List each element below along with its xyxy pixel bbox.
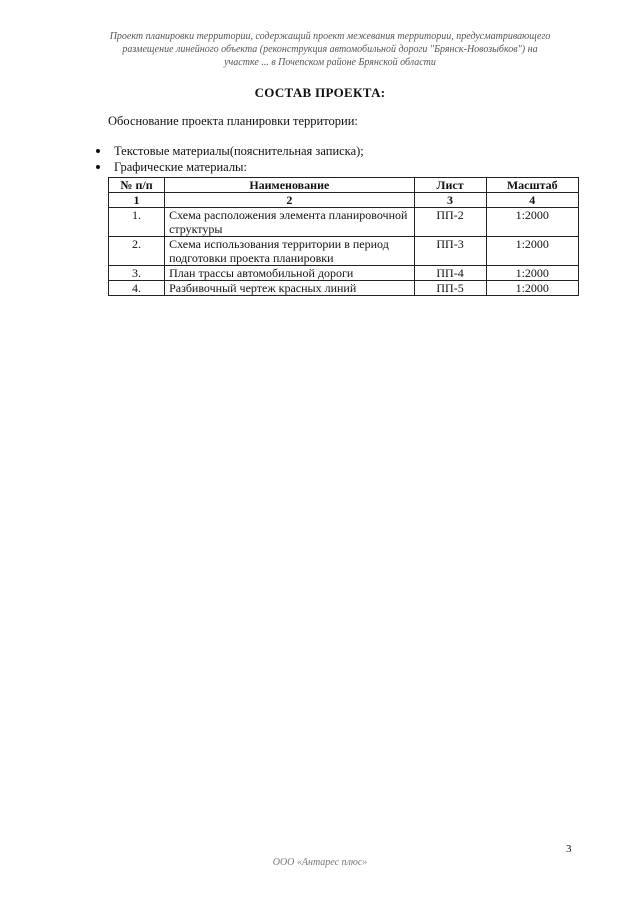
row-name: Схема расположения элемента планировочной структуры — [165, 208, 414, 237]
row-name: План трассы автомобильной дороги — [165, 266, 414, 281]
row-number: 2. — [109, 237, 165, 266]
list-item-text: Графические материалы: — [114, 160, 247, 174]
table-row — [109, 281, 579, 296]
page-title: СОСТАВ ПРОЕКТА: — [254, 85, 386, 100]
row-name: Схема использования территории в период подготовки проекта планировки — [165, 237, 414, 266]
table-row — [109, 208, 579, 237]
column-number: 2 — [165, 193, 414, 208]
list-item — [96, 159, 364, 175]
document-footer: ООО «Антарес плюс» — [272, 857, 368, 868]
row-scale: 1:2000 — [486, 266, 578, 281]
list-item-text: Текстовые материалы(пояснительная записка); — [114, 144, 364, 158]
page-number: 3 — [566, 843, 572, 855]
row-scale: 1:2000 — [486, 208, 578, 237]
list-item — [96, 143, 364, 159]
table-row — [109, 237, 579, 266]
row-sheet: ПП-5 — [414, 281, 486, 296]
table-row — [109, 266, 579, 281]
column-header-name: Наименование — [165, 178, 414, 193]
row-sheet: ПП-3 — [414, 237, 486, 266]
row-name: Разбивочный чертеж красных линий — [165, 281, 414, 296]
row-number: 4. — [109, 281, 165, 296]
header-line-1: Проект планировки территории, содержащий проект межевания территории, предусматривающего — [109, 31, 551, 42]
column-number: 3 — [414, 193, 486, 208]
column-number: 4 — [486, 193, 578, 208]
header-line-2: размещение линейного объекта (реконструкция автомобильной дороги "Брянск-Новозыбков") на — [122, 44, 538, 55]
column-number-row — [109, 193, 579, 208]
row-scale: 1:2000 — [486, 281, 578, 296]
row-scale: 1:2000 — [486, 237, 578, 266]
table-header-row — [109, 178, 579, 193]
bullet-icon — [96, 165, 100, 169]
drawings-table — [108, 177, 579, 296]
row-number: 3. — [109, 266, 165, 281]
column-number: 1 — [109, 193, 165, 208]
bullet-icon — [96, 149, 100, 153]
intro-text: Обоснование проекта планировки территории: — [108, 114, 358, 128]
header-line-3: участке ... в Почепском районе Брянской области — [224, 57, 436, 68]
document-header — [80, 30, 580, 69]
column-header-scale: Масштаб — [486, 178, 578, 193]
row-number: 1. — [109, 208, 165, 237]
row-sheet: ПП-4 — [414, 266, 486, 281]
column-header-sheet: Лист — [414, 178, 486, 193]
materials-list — [96, 143, 364, 175]
column-header-number: № п/п — [109, 178, 165, 193]
row-sheet: ПП-2 — [414, 208, 486, 237]
